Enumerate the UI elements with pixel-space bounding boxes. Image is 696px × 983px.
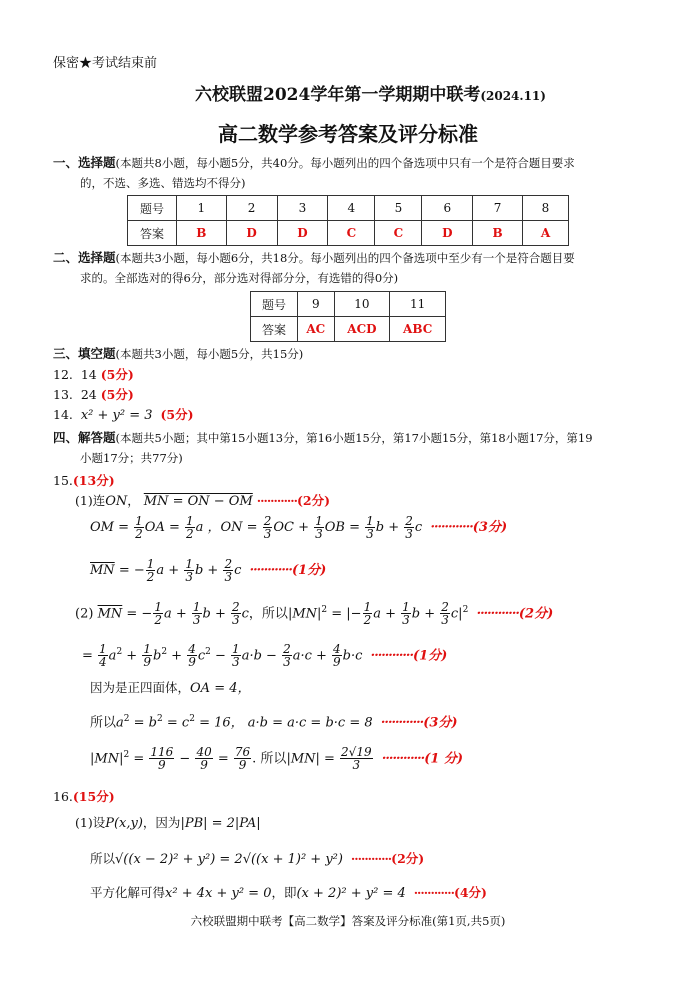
section2-heading: 二、选择题(本题共3小题，每小题6分，共18分。每小题列出的四个备选项中至少有一个是符合题目要 [53,250,575,265]
q15-heading: 15.(13分) [53,473,115,488]
row-header-question: 题号 [251,292,298,317]
q15-part1-line2: OM = $\frac{1}{2}$ OA = $\frac{1}{2}$ a ，ON = $\frac{2}{3}$ OC + $\frac{1}{3}$ OB = $\frac{1}{3}$ b + $\frac{2}{3}$ c ············(3分) [90,514,508,541]
question-number-cell: 1 [177,196,227,221]
q15-tetra-line: 因为是正四面体，OA = 4， [90,680,251,696]
question-number-cell: 11 [390,292,446,317]
fill-answer-14: 14. x² + y² = 3 (5分) [53,407,194,423]
section3-heading: 三、填空题(本题共3小题，每小题5分，共15分) [53,346,304,361]
fill-answer-12: 12. 14 (5分) [53,367,134,382]
section1-note-cont: 的，不选、多选、错选均不得分) [80,176,246,190]
section4-note-cont: 小题17分；共77分) [80,451,183,465]
answer-cell: C [328,221,375,246]
answer-cell: D [422,221,473,246]
question-number-cell: 4 [328,196,375,221]
q15-part1-line1: (1)连ON， MN = ON − OM ············(2分) [75,493,331,509]
section4-heading: 四、解答题(本题共5小题；其中第15小题13分，第16小题15分，第17小题15分，第18小题17分，第19 [53,430,593,445]
answer-cell: C [375,221,422,246]
answer-cell: B [473,221,523,246]
row-header-answer: 答案 [251,317,298,342]
answer-cell: AC [298,317,335,342]
answer-cell: D [226,221,277,246]
section2-note-cont: 求的。全部选对的得6分，部分选对得部分分，有选错的得0分) [80,271,399,285]
q15-result-line: $|MN|^2$ = $\frac{116}{9}$ − $\frac{40}{9}$ = $\frac{76}{9}$ . 所以|MN| = $\frac{2√19}{3}$ ············(1 分) [90,745,464,773]
section1-heading: 一、选择题(本题共8小题，每小题5分，共40分。每小题列出的四个备选项中只有一个是符合题目要求 [53,155,575,170]
row-header-question: 题号 [128,196,177,221]
fill-answer-13: 13. 24 (5分) [53,387,134,402]
exam-title: 六校联盟2024学年第一学期期中联考(2024.11) [195,85,546,105]
page-footer: 六校联盟期中联考【高二数学】答案及评分标准(第1页,共5页) [190,914,506,928]
question-number-cell: 6 [422,196,473,221]
q16-part1-line3: 平方化解可得x² + 4x + y² = 0，即(x + 2)² + y² = 4 ············(4分) [90,885,487,901]
section2-answer-table [250,291,446,342]
row-header-answer: 答案 [128,221,177,246]
question-number-cell: 5 [375,196,422,221]
question-number-cell: 8 [522,196,568,221]
question-number-cell: 7 [473,196,523,221]
answer-cell: ABC [390,317,446,342]
q15-vec-line: 所以$a^2 = b^2 = c^2 = 16$， a·b = a·c = b·c = 8 ············(3分) [90,714,458,731]
exam-date: (2024.11) [480,89,546,103]
answer-cell: B [177,221,227,246]
q15-part1-line3: $\overline{MN}$ = − $\frac{1}{2}$ a + $\frac{1}{3}$ b + $\frac{2}{3}$ c ············(1分) [90,557,327,584]
answer-cell: D [277,221,328,246]
confidential-label: 保密★考试结束前 [53,56,158,71]
q15-part2-line2: = $\frac{1}{4}$ $a^2$ + $\frac{1}{9}$ $b^2$ + $\frac{4}{9}$ $c^2$ − $\frac{1}{3}$ a·b − $\frac{2}{3}$ a·c + $\frac{4}{9}$ b·c ············(1分) [82,642,448,670]
section1-answer-table [127,195,569,246]
question-number-cell: 3 [277,196,328,221]
q16-heading: 16.(15分) [53,789,115,804]
answer-cell: A [522,221,568,246]
q15-part2-line1: (2) $\overline{MN}$ = − $\frac{1}{2}$ a + $\frac{1}{3}$ b + $\frac{2}{3}$ c，所以$|MN|^2$ = |− $\frac{1}{2}$ a + $\frac{1}{3}$ b + $\frac{2}{3}$ $c|^2 \cdot\cdot\cdot\cdot\cdot\cdot\cdot\cdot\cdot\cdot\cdot\cdot(2$分) [75,600,554,628]
question-number-cell: 9 [298,292,335,317]
q16-part1-line1: (1)设P(x,y)，因为|PB| = 2|PA| [75,815,261,831]
doc-title: 高二数学参考答案及评分标准 [218,122,478,146]
answer-cell: ACD [334,317,390,342]
question-number-cell: 2 [226,196,277,221]
question-number-cell: 10 [334,292,390,317]
q16-part1-line2: 所以√((x − 2)² + y²) = 2√((x + 1)² + y²) ············(2分) [90,851,425,867]
